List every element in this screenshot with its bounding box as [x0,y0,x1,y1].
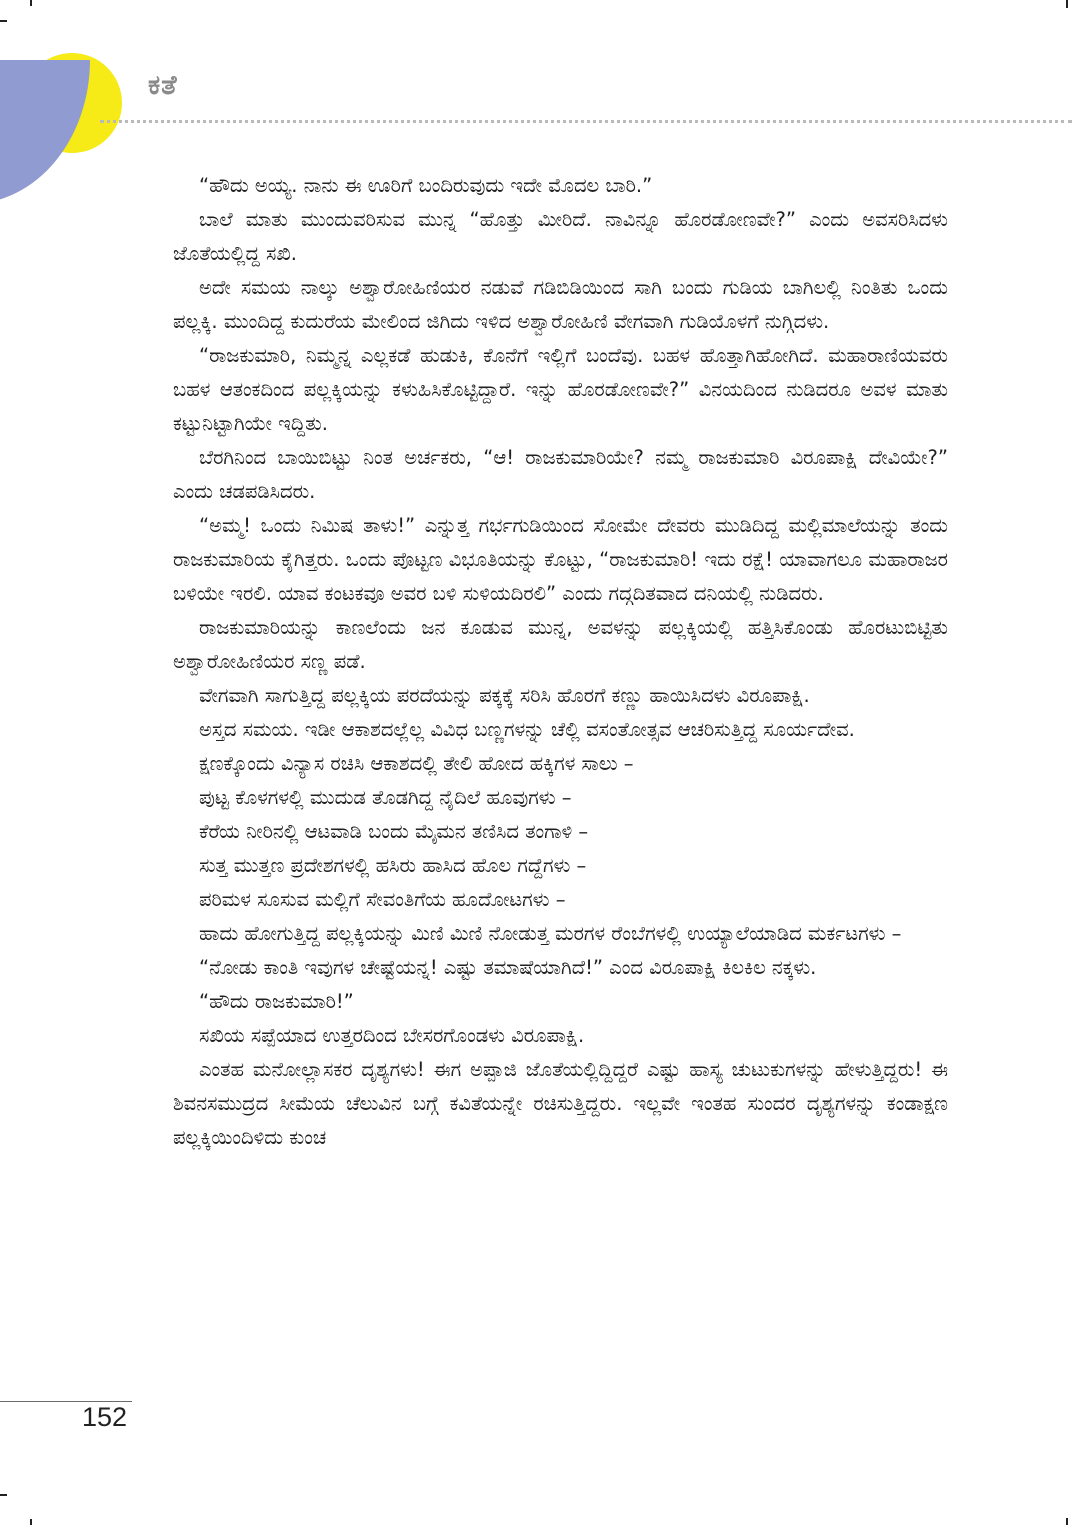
list-line: ಕೆರೆಯ ನೀರಿನಲ್ಲಿ ಆಟವಾಡಿ ಬಂದು ಮೈಮನ ತಣಿಸಿದ ತಂಗಾಳಿ – [199,820,589,843]
paragraph: ಬೆರಗಿನಿಂದ ಬಾಯಿಬಿಟ್ಟು ನಿಂತ ಅರ್ಚಕರು, “ಆ! ರಾಜಕುಮಾರಿಯೇ? ನಮ್ಮ ರಾಜಕುಮಾರಿ ವಿರೂಪಾಕ್ಷಿ ದೇವಿಯೇ?” ಎಂದು ಚಡಪಡಿಸಿದರು. [173,446,948,503]
paragraph: ಸಖಿಯ ಸಪ್ಪೆಯಾದ ಉತ್ತರದಿಂದ ಬೇಸರಗೊಂಡಳು ವಿರೂಪಾಕ್ಷಿ. [199,1024,585,1047]
list-line: ಪುಟ್ಟ ಕೊಳಗಳಲ್ಲಿ ಮುದುಡ ತೊಡಗಿದ್ದ ನೈದಿಲೆ ಹೂವುಗಳು – [199,786,572,809]
story-body [173,169,948,1155]
crop-mark-bottom-left [0,1494,7,1496]
paragraph: ಅಸ್ತದ ಸಮಯ. ಇಡೀ ಆಕಾಶದಲ್ಲೆಲ್ಲ ವಿವಿಧ ಬಣ್ಣಗಳನ್ನು ಚೆಲ್ಲಿ ವಸಂತೋತ್ಸವ ಆಚರಿಸುತ್ತಿದ್ದ ಸೂರ್ಯದೇವ. [199,718,855,741]
crop-mark-bottom-right [1066,1518,1068,1525]
paragraph: “ಅಮ್ಮ! ಒಂದು ನಿಮಿಷ ತಾಳು!” ಎನ್ನುತ್ತ ಗರ್ಭಗುಡಿಯಿಂದ ಸೋಮೇ ದೇವರು ಮುಡಿದಿದ್ದ ಮಲ್ಲಿಮಾಲೆಯನ್ನು ತಂದು ರಾಜಕುಮಾರಿಯ ಕೈಗಿತ್ತರು. ಒಂದು ಪೊಟ್ಟಣ ವಿಭೂತಿಯನ್ನು ಕೊಟ್ಟು, “ರಾಜಕುಮಾರಿ! ಇದು ರಕ್ಷೆ! ಯಾವಾಗಲೂ ಮಹಾರಾಜರ ಬಳಿಯೇ ಇರಲಿ. ಯಾವ ಕಂಟಕವೂ ಅವರ ಬಳಿ ಸುಳಿಯದಿರಲಿ” ಎಂದು ಗದ್ಗದಿತವಾದ ದನಿಯಲ್ಲಿ ನುಡಿದರು. [173,514,949,605]
paragraph: ಅದೇ ಸಮಯ ನಾಲ್ಕು ಅಶ್ವಾರೋಹಿಣಿಯರ ನಡುವೆ ಗಡಿಬಿಡಿಯಿಂದ ಸಾಗಿ ಬಂದು ಗುಡಿಯ ಬಾಗಿಲಲ್ಲಿ ನಿಂತಿತು ಒಂದು ಪಲ್ಲಕ್ಕಿ. ಮುಂದಿದ್ದ ಕುದುರೆಯ ಮೇಲಿಂದ ಜಿಗಿದು ಇಳಿದ ಅಶ್ವಾರೋಹಿಣಿ ವೇಗವಾಗಿ ಗುಡಿಯೊಳಗೆ ನುಗ್ಗಿದಳು. [173,276,948,333]
paragraph: ರಾಜಕುಮಾರಿಯನ್ನು ಕಾಣಲೆಂದು ಜನ ಕೂಡುವ ಮುನ್ನ, ಅವಳನ್ನು ಪಲ್ಲಕ್ಕಿಯಲ್ಲಿ ಹತ್ತಿಸಿಕೊಂಡು ಹೊರಟುಬಿಟ್ಟಿತು ಅಶ್ವಾರೋಹಿಣಿಯರ ಸಣ್ಣ ಪಡೆ. [173,616,948,673]
crop-mark-top-left-v [30,0,32,6]
crop-mark-bottom-left-v [30,1519,32,1525]
paragraph: ಎಂತಹ ಮನೋಲ್ಲಾಸಕರ ದೃಶ್ಯಗಳು! ಈಗ ಅಪ್ಪಾಜಿ ಜೊತೆಯಲ್ಲಿದ್ದಿದ್ದರೆ ಎಷ್ಟು ಹಾಸ್ಯ ಚುಟುಕುಗಳನ್ನು ಹೇಳುತ್ತಿದ್ದರು! ಈ ಶಿವನಸಮುದ್ರದ ಸೀಮೆಯ ಚೆಲುವಿನ ಬಗ್ಗೆ ಕವಿತೆಯನ್ನೇ ರಚಿಸುತ್ತಿದ್ದರು. ಇಲ್ಲವೇ ಇಂತಹ ಸುಂದರ ದೃಶ್ಯಗಳನ್ನು ಕಂಡಾಕ್ಷಣ ಪಲ್ಲಕ್ಕಿಯಿಂದಿಳಿದು ಕುಂಚ [173,1058,948,1149]
paragraph: “ರಾಜಕುಮಾರಿ, ನಿಮ್ಮನ್ನ ಎಲ್ಲಕಡೆ ಹುಡುಕಿ, ಕೊನೆಗೆ ಇಲ್ಲಿಗೆ ಬಂದೆವು. ಬಹಳ ಹೊತ್ತಾಗಿಹೋಗಿದೆ. ಮಹಾರಾಣಿಯವರು ಬಹಳ ಆತಂಕದಿಂದ ಪಲ್ಲಕ್ಕಿಯನ್ನು ಕಳುಹಿಸಿಕೊಟ್ಟಿದ್ದಾರೆ. ಇನ್ನು ಹೊರಡೋಣವೇ?” ವಿನಯದಿಂದ ನುಡಿದರೂ ಅವಳ ಮಾತು ಕಟ್ಟುನಿಟ್ಟಾಗಿಯೇ ಇದ್ದಿತು. [173,344,948,435]
list-line: ಪರಿಮಳ ಸೂಸುವ ಮಲ್ಲಿಗೆ ಸೇವಂತಿಗೆಯ ಹೂದೋಟಗಳು – [199,888,566,911]
paragraph: ಬಾಲೆ ಮಾತು ಮುಂದುವರಿಸುವ ಮುನ್ನ “ಹೊತ್ತು ಮೀರಿದೆ. ನಾವಿನ್ನೂ ಹೊರಡೋಣವೇ?” ಎಂದು ಅವಸರಿಸಿದಳು ಜೊತೆಯಲ್ಲಿದ್ದ ಸಖಿ. [173,208,948,265]
paragraph: “ನೋಡು ಕಾಂತಿ ಇವುಗಳ ಚೇಷ್ಟೆಯನ್ನ! ಎಷ್ಟು ತಮಾಷೆಯಾಗಿದೆ!” ಎಂದ ವಿರೂಪಾಕ್ಷಿ ಕಿಲಕಿಲ ನಕ್ಕಳು. [199,956,817,979]
paragraph: ವೇಗವಾಗಿ ಸಾಗುತ್ತಿದ್ದ ಪಲ್ಲಕ್ಕಿಯ ಪರದೆಯನ್ನು ಪಕ್ಕಕ್ಕೆ ಸರಿಸಿ ಹೊರಗೆ ಕಣ್ಣು ಹಾಯಿಸಿದಳು ವಿರೂಪಾಕ್ಷಿ. [199,684,810,707]
header-dotted-rule [100,120,1072,123]
page-number: 152 [82,1402,128,1432]
crop-mark-top-right [1066,0,1068,8]
crop-mark-top-left [0,20,7,22]
section-title: ಕತೆ [148,70,178,101]
paragraph: ಹಾದು ಹೋಗುತ್ತಿದ್ದ ಪಲ್ಲಕ್ಕಿಯನ್ನು ಮಿಣಿ ಮಿಣಿ ನೋಡುತ್ತ ಮರಗಳ ರೆಂಬೆಗಳಲ್ಲಿ ಉಯ್ಯಾಲೆಯಾಡಿದ ಮರ್ಕಟಗಳು – [199,922,902,945]
list-line: ಸುತ್ತ ಮುತ್ತಣ ಪ್ರದೇಶಗಳಲ್ಲಿ ಹಸಿರು ಹಾಸಿದ ಹೊಲ ಗದ್ದೆಗಳು – [199,854,587,877]
list-line: ಕ್ಷಣಕ್ಕೊಂದು ವಿನ್ಯಾಸ ರಚಿಸಿ ಆಕಾಶದಲ್ಲಿ ತೇಲಿ ಹೋದ ಹಕ್ಕಿಗಳ ಸಾಲು – [199,752,634,775]
paragraph: “ಹೌದು ಅಯ್ಯ. ನಾನು ಈ ಊರಿಗೆ ಬಂದಿರುವುದು ಇದೇ ಮೊದಲ ಬಾರಿ.” [199,174,653,197]
paragraph: “ಹೌದು ರಾಜಕುಮಾರಿ!” [199,990,354,1013]
